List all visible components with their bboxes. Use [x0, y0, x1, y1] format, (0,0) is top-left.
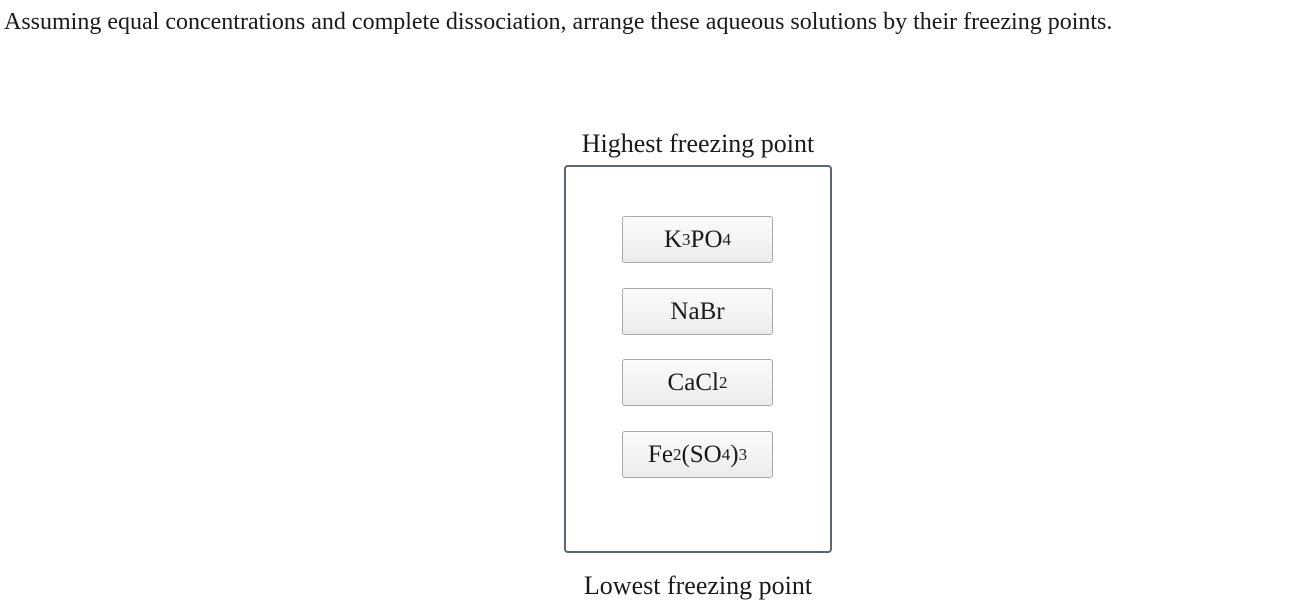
formula-text: ) [730, 440, 739, 468]
draggable-item-k3po4[interactable]: K 3 PO 4 [622, 216, 773, 263]
draggable-item-fe2so43[interactable]: Fe 2 (SO 4 ) 3 [622, 431, 773, 478]
question-prompt: Assuming equal concentrations and complete dissociation, arrange these aqueous solutions by their freezing points. [4, 9, 1113, 35]
draggable-item-nabr[interactable] [622, 288, 773, 335]
lowest-freezing-point-label: Lowest freezing point [583, 571, 813, 600]
formula-text: PO [690, 225, 723, 253]
highest-freezing-point-label: Highest freezing point [581, 129, 815, 158]
formula-text: NaBr [670, 297, 725, 325]
formula-text: Fe [647, 440, 673, 468]
formula-text: CaCl [667, 368, 719, 396]
ranking-dropzone[interactable] [564, 165, 832, 553]
draggable-item-cacl2[interactable]: CaCl 2 [622, 359, 773, 406]
formula-text: K [663, 225, 683, 253]
formula-text: (SO [681, 440, 722, 468]
